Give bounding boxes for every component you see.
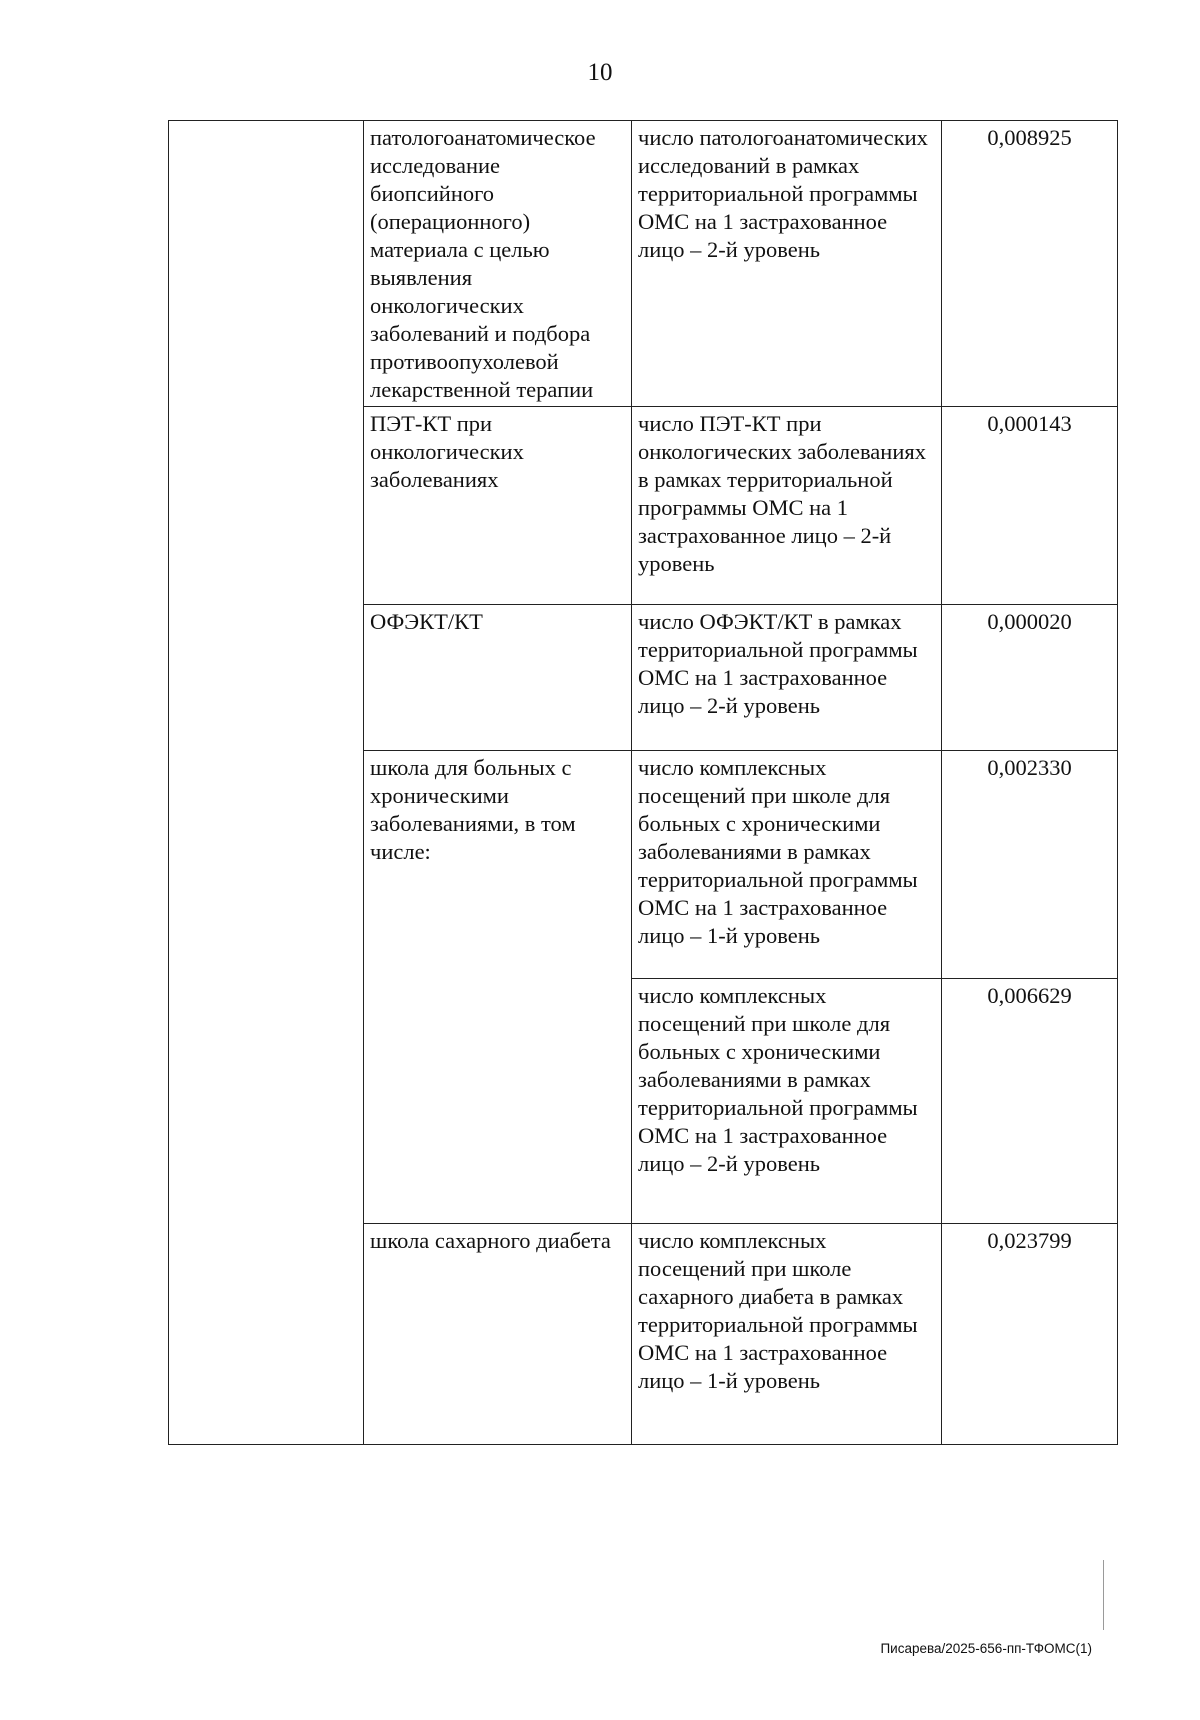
value-text: 0,006629 bbox=[987, 983, 1072, 1008]
value-cell bbox=[942, 605, 1118, 751]
service-name-cell bbox=[364, 121, 632, 407]
table-row bbox=[169, 121, 1118, 407]
value-text: 0,000143 bbox=[987, 411, 1072, 436]
value-cell bbox=[942, 121, 1118, 407]
value-text: 0,002330 bbox=[987, 755, 1072, 780]
service-name-cell bbox=[364, 751, 632, 1224]
service-name-text: ПЭТ-КТ при онкологических заболеваниях bbox=[370, 411, 524, 492]
value-text: 0,000020 bbox=[987, 609, 1072, 634]
indicator-text: число комплексных посещений при школе для больных с хроническими заболеваниями в рамках территориальной программы ОМС на 1 застрахованное лицо – 2-й уровень bbox=[638, 983, 918, 1176]
scan-edge-mark bbox=[1103, 1560, 1104, 1630]
value-text: 0,023799 bbox=[987, 1228, 1072, 1253]
empty-first-column-cell bbox=[169, 121, 364, 1445]
indicator-text: число ОФЭКТ/КТ в рамках территориальной программы ОМС на 1 застрахованное лицо – 2-й уровень bbox=[638, 609, 918, 718]
service-name-cell bbox=[364, 605, 632, 751]
document-footer-code: Писарева/2025-656-пп-ТФОМС(1) bbox=[880, 1641, 1092, 1656]
indicator-text: число комплексных посещений при школе сахарного диабета в рамках территориальной программы ОМС на 1 застрахованное лицо – 1-й уровень bbox=[638, 1228, 918, 1393]
value-cell bbox=[942, 751, 1118, 979]
service-name-cell bbox=[364, 407, 632, 605]
services-table bbox=[168, 120, 1118, 1445]
value-cell bbox=[942, 979, 1118, 1224]
indicator-cell bbox=[632, 979, 942, 1224]
value-text: 0,008925 bbox=[987, 125, 1072, 150]
indicator-cell bbox=[632, 605, 942, 751]
value-cell bbox=[942, 1224, 1118, 1445]
page-number: 10 bbox=[587, 59, 613, 86]
indicator-cell bbox=[632, 121, 942, 407]
indicator-cell bbox=[632, 751, 942, 979]
service-name-text: патологоанатомическое исследование биопсийного (операционного) материала с целью выявления онкологических заболеваний и подбора противоопухолевой лекарственной терапии bbox=[370, 125, 596, 402]
value-cell bbox=[942, 407, 1118, 605]
service-name-text: школа для больных с хроническими заболеваниями, в том числе: bbox=[370, 755, 576, 864]
service-name-cell bbox=[364, 1224, 632, 1445]
service-name-text: школа сахарного диабета bbox=[370, 1228, 611, 1253]
indicator-cell bbox=[632, 1224, 942, 1445]
indicator-text: число патологоанатомических исследований в рамках территориальной программы ОМС на 1 застрахованное лицо – 2-й уровень bbox=[638, 125, 928, 262]
indicator-cell bbox=[632, 407, 942, 605]
indicator-text: число ПЭТ-КТ при онкологических заболеваниях в рамках территориальной программы ОМС на 1 застрахованное лицо – 2-й уровень bbox=[638, 411, 926, 576]
service-name-text: ОФЭКТ/КТ bbox=[370, 609, 483, 634]
indicator-text: число комплексных посещений при школе для больных с хроническими заболеваниями в рамках территориальной программы ОМС на 1 застрахованное лицо – 1-й уровень bbox=[638, 755, 918, 948]
